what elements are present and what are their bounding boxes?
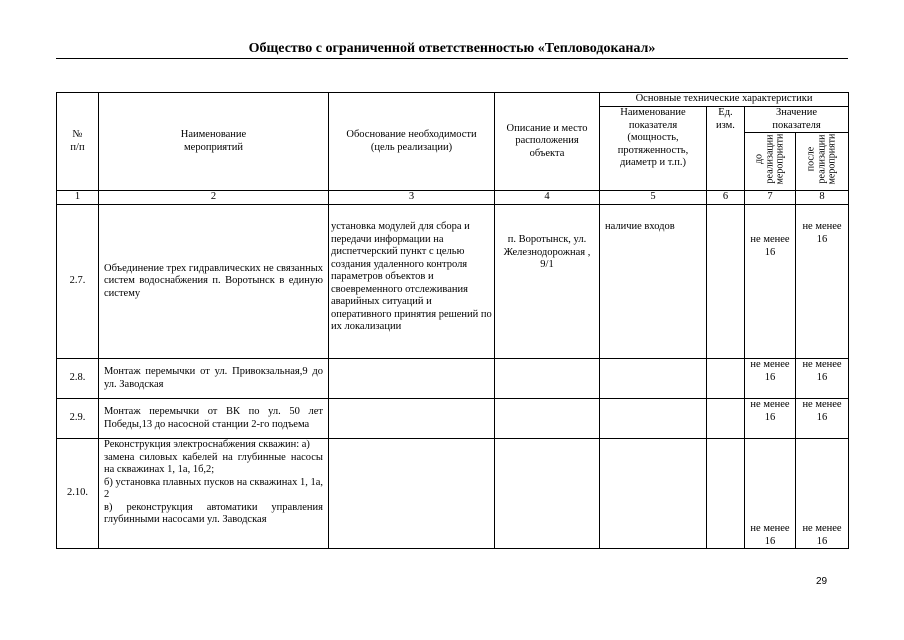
- row-after: не менее 16: [796, 359, 849, 399]
- title-underline: [56, 58, 848, 59]
- column-number-row: [57, 191, 849, 205]
- col-number: 1: [57, 191, 99, 205]
- row-num: 2.9.: [57, 399, 99, 439]
- row-indicator: [600, 439, 707, 549]
- table-row: [57, 399, 849, 439]
- row-unit: [707, 359, 745, 399]
- row-num: 2.8.: [57, 359, 99, 399]
- row-before: не менее 16: [745, 399, 796, 439]
- row-unit: [707, 439, 745, 549]
- header-reason: Обоснование необходимости (цель реализации): [329, 93, 495, 191]
- row-reason: [329, 399, 495, 439]
- row-reason: [329, 359, 495, 399]
- row-before: не менее 16: [745, 439, 796, 549]
- row-name-line: замена силовых кабелей на глубинные насосы на скважинах 1, 1а, 1б,2;: [104, 451, 323, 475]
- row-location: [495, 399, 600, 439]
- header-value: Значение показателя: [745, 107, 849, 133]
- row-before: не менее 16: [745, 359, 796, 399]
- col-number: 4: [495, 191, 600, 205]
- header-indicator: Наименование показателя (мощность, протяженность, диаметр и т.п.): [600, 107, 707, 191]
- col-number: 5: [600, 191, 707, 205]
- header-name: Наименование мероприятий: [99, 93, 329, 191]
- row-unit: [707, 205, 745, 359]
- col-number: 6: [707, 191, 745, 205]
- row-before: не менее 16: [745, 205, 796, 359]
- row-num: 2.10.: [57, 439, 99, 549]
- col-number: 2: [99, 191, 329, 205]
- row-indicator: [600, 359, 707, 399]
- row-location: [495, 359, 600, 399]
- row-num: 2.7.: [57, 205, 99, 359]
- row-after: не менее 16: [796, 399, 849, 439]
- row-indicator: наличие входов: [600, 205, 707, 359]
- row-name: [99, 439, 329, 549]
- header-tech: Основные технические характеристики: [600, 93, 849, 107]
- row-location: [495, 439, 600, 549]
- row-reason: [329, 439, 495, 549]
- header-num: № п/п: [57, 93, 99, 191]
- measures-table: [56, 92, 849, 549]
- col-number: 3: [329, 191, 495, 205]
- col-number: 8: [796, 191, 849, 205]
- row-after: не менее 16: [796, 439, 849, 549]
- row-name: Монтаж перемычки от ул. Привокзальная,9 до ул. Заводская: [99, 359, 329, 399]
- row-indicator: [600, 399, 707, 439]
- page-number: 29: [816, 576, 828, 587]
- document-title: Общество с ограниченной ответственностью «Тепловодоканал»: [248, 41, 656, 56]
- header-before: до реализации мероприяти: [745, 133, 796, 191]
- row-name-line: Реконструкция электроснабжения скважин: а): [104, 439, 310, 450]
- header-after: после реализации мероприяти: [796, 133, 849, 191]
- header-location: Описание и место расположения объекта: [495, 93, 600, 191]
- row-name: Монтаж перемычки от ВК по ул. 50 лет Победы,13 до насосной станции 2-го подъема: [99, 399, 329, 439]
- row-unit: [707, 399, 745, 439]
- row-name-line: б) установка плавных пусков на скважинах 1, 1а, 2: [104, 476, 323, 500]
- table-row: [57, 439, 849, 549]
- row-after: не менее 16: [796, 205, 849, 359]
- header-unit: Ед. изм.: [707, 107, 745, 191]
- col-number: 7: [745, 191, 796, 205]
- table-row: [57, 359, 849, 399]
- row-name-line: в) реконструкция автоматики управления глубинными насосами ул. Заводская: [104, 501, 323, 525]
- row-reason: установка модулей для сбора и передачи информации на диспетчерский пункт с целью создания удаленного контроля параметров объектов и своевременного отслеживания аварийных ситуаций и оперативного принятия решений по их локализации: [329, 205, 495, 359]
- row-location: п. Воротынск, ул. Железнодорожная , 9/1: [495, 205, 600, 359]
- table-row: [57, 205, 849, 359]
- row-name: Объединение трех гидравлических не связанных систем водоснабжения п. Воротынск в единую систему: [99, 205, 329, 359]
